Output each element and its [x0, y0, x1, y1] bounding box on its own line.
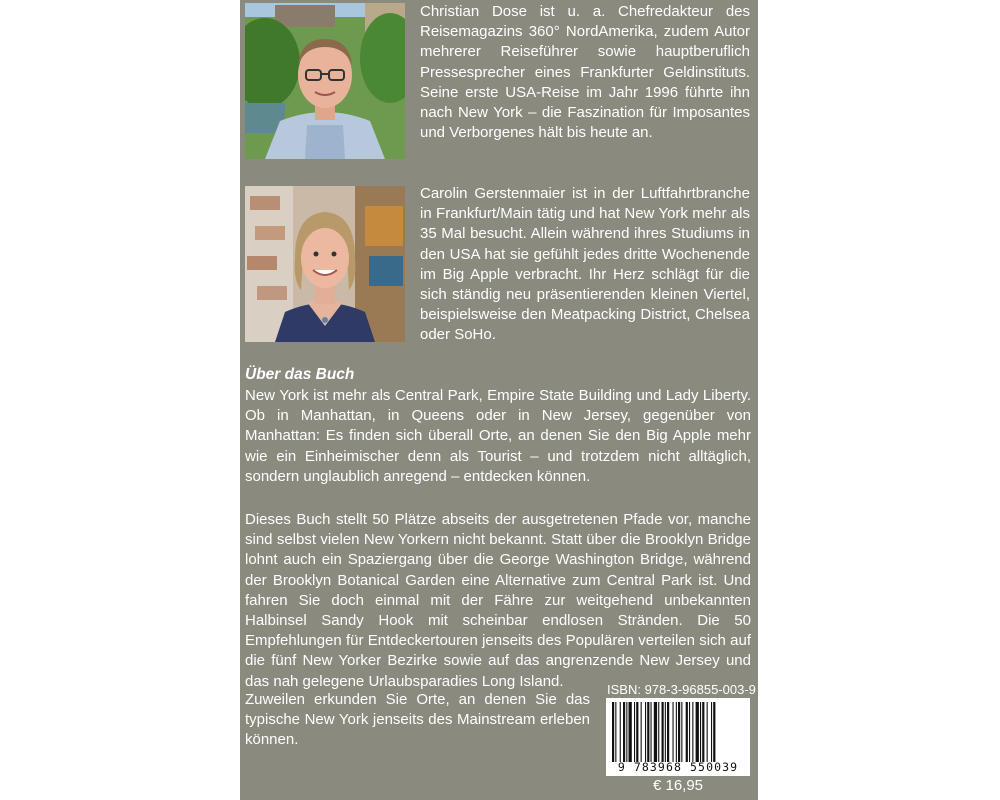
barcode-bar [654, 702, 657, 762]
barcode-bar [702, 702, 704, 762]
author-bio-carolin-gerstenmaier: Carolin Gerstenmaier ist in der Luftfahrtbranche in Frankfurt/Main tätig und hat New York mehr als 35 Mal besucht. Allein während ihres Studiums in den USA hat sie gefühlt jedes dritte Wochenende im Big Apple verbracht. Ihr Herz schlägt für die sich ständig neu präsentierenden kleinen Viertel, beispielsweise den Meatpacking District, Chelsea oder SoHo. [420, 185, 750, 344]
book-back-cover [240, 0, 758, 800]
barcode-bar [696, 702, 699, 762]
barcode-bar [615, 702, 616, 762]
about-book-heading: Über das Buch [245, 366, 355, 383]
barcode-bar [636, 702, 638, 762]
author-bio-christian-dose: Christian Dose ist u. a. Chefredakteur des Reisemagazins 360° NordAmerika, zudem Autor mehrerer Reiseführer sowie hauptberuflich Pressesprecher eines Frankfurter Geldinstituts. Seine erste USA-Reise im Jahr 1996 führte ihn nach New York – die Faszination für Imposantes und Verborgenes hält bis heute an. [420, 3, 750, 142]
barcode-bar [634, 702, 635, 762]
barcode-bar [641, 702, 642, 762]
isbn-barcode [606, 698, 750, 776]
price: € 16,95 [652, 777, 704, 794]
barcode-bar [713, 702, 715, 762]
barcode-bar [673, 702, 674, 762]
about-book-paragraph-2: Dieses Buch stellt 50 Plätze abseits der ausgetretenen Pfade vor, manche sind selbst vielen New Yorkern nicht bekannt. Statt über die Brooklyn Bridge lohnt auch ein Spaziergang über die George Washington Bridge, während der Brooklyn Botanical Garden eine Alternative zum Central Park ist. Und fahren Sie doch einmal mit der Fähre zur weitgehend unbekannten Halbinsel Sandy Hook mit scheinbar endlosen Stränden. Die 50 Empfehlungen für Entdeckertouren jenseits des Populären verteilen sich auf die fünf New Yorker Bezirke sowie auf das angrenzende New Jersey und das nah gelegene Urlaubsparadies Long Island. [245, 511, 751, 690]
about-book-paragraph-3: Zuweilen erkunden Sie Orte, an denen Sie das typische New York jenseits des Mainstream erleben können. [245, 691, 590, 749]
barcode-bar [692, 702, 693, 762]
barcode-bar [700, 702, 701, 762]
barcode-bar [711, 702, 712, 762]
barcode-bar [667, 702, 669, 762]
barcode-bar [681, 702, 682, 762]
barcode-bar [665, 702, 666, 762]
barcode-bar [658, 702, 659, 762]
about-book-paragraph-1: New York ist mehr als Central Park, Empire State Building und Lady Liberty. Ob in Manhattan, in Queens oder in New Jersey, gegenüber von Manhattan: Es finden sich überall Orte, an denen Sie den Big Apple mehr wie ein Einheimischer denn als Tourist – und trotzdem nicht alltäglich, sondern unglaublich anregend – entdecken können. [245, 387, 751, 485]
barcode-bar [626, 702, 627, 762]
barcode-bar [629, 702, 632, 762]
barcode-bar [645, 702, 646, 762]
barcode-bar [647, 702, 649, 762]
barcode-bar [676, 702, 677, 762]
barcode-bar [612, 702, 614, 762]
isbn-label: ISBN: 978-3-96855-003-9 [607, 682, 756, 697]
barcode-bar [662, 702, 664, 762]
barcode-bar [689, 702, 690, 762]
barcode-bar [707, 702, 708, 762]
barcode-bar [620, 702, 621, 762]
barcode-bar [686, 702, 688, 762]
author-photo-christian-dose [245, 3, 405, 159]
barcode-bar [678, 702, 680, 762]
barcode-bars [606, 698, 750, 764]
barcode-bar [623, 702, 625, 762]
barcode-digits: 9 783968 550039 [617, 760, 739, 774]
author-photo-carolin-gerstenmaier [245, 186, 405, 342]
barcode-bar [651, 702, 652, 762]
